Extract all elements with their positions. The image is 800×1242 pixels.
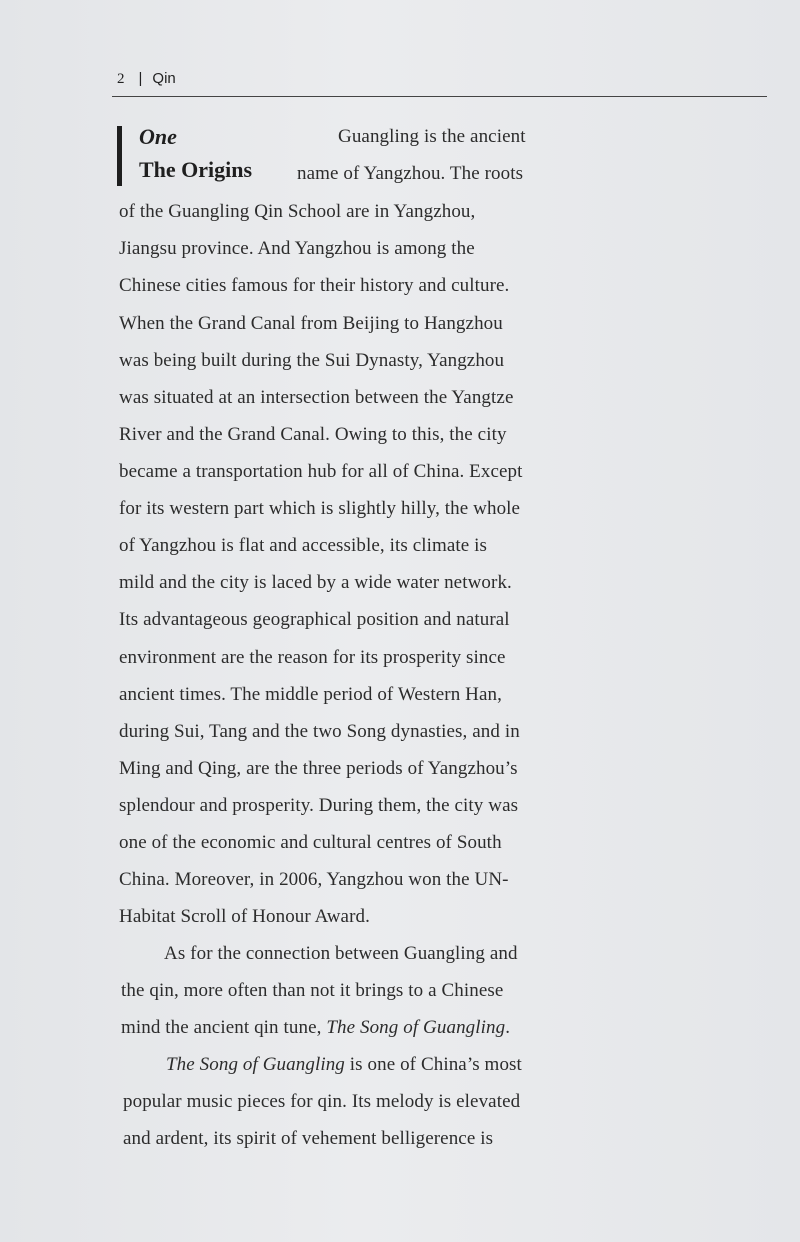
body-line: one of the economic and cultural centres of South — [119, 832, 502, 853]
header-rule — [112, 96, 767, 97]
body-line: of Yangzhou is flat and accessible, its climate is — [119, 535, 488, 556]
body-line: mild and the city is laced by a wide water network. — [119, 572, 512, 593]
body-line: Chinese cities famous for their history and culture. — [119, 275, 510, 296]
body-line: during Sui, Tang and the two Song dynasties, and in — [119, 721, 520, 742]
running-title: Qin — [152, 70, 176, 87]
body-line: environment are the reason for its prosperity since — [119, 647, 506, 668]
chapter-marker-bar — [117, 126, 122, 186]
body-line: China. Moreover, in 2006, Yangzhou won the UN- — [119, 869, 509, 890]
mind-line-suffix: . — [505, 1017, 511, 1038]
chapter-number: One — [139, 124, 177, 149]
running-header — [117, 70, 176, 88]
body-line: ancient times. The middle period of Western Han, — [119, 684, 502, 705]
body-line: Guangling is the ancient — [338, 126, 526, 147]
body-line: splendour and prosperity. During them, the city was — [119, 795, 519, 816]
body-line: was situated at an intersection between the Yangtze — [119, 387, 514, 408]
body-line: When the Grand Canal from Beijing to Hangzhou — [119, 313, 503, 334]
chapter-title: The Origins — [139, 157, 253, 182]
body-line: was being built during the Sui Dynasty, Yangzhou — [119, 350, 505, 371]
body-line: the qin, more often than not it brings to a Chinese — [121, 980, 504, 1001]
header-separator: | — [138, 70, 143, 87]
page-number: 2 — [117, 71, 125, 87]
body-line — [121, 1017, 510, 1039]
body-line: name of Yangzhou. The roots — [297, 163, 524, 184]
song-line-suffix: is one of China’s most — [344, 1054, 522, 1075]
mind-line-prefix: mind the ancient qin tune, — [121, 1017, 327, 1038]
song-title: The Song of Guangling — [166, 1054, 345, 1075]
body-line: became a transportation hub for all of China. Except — [119, 461, 523, 482]
body-line: Ming and Qing, are the three periods of Yangzhou’s — [119, 758, 518, 779]
body-line: Jiangsu province. And Yangzhou is among the — [119, 238, 475, 259]
body-line — [166, 1054, 522, 1076]
body-line: Habitat Scroll of Honour Award. — [119, 906, 370, 927]
body-line: River and the Grand Canal. Owing to this, the city — [119, 424, 507, 445]
body-line: Its advantageous geographical position and natural — [119, 609, 510, 630]
body-line: As for the connection between Guangling and — [164, 943, 518, 964]
body-line: for its western part which is slightly hilly, the whole — [119, 498, 521, 519]
body-line: of the Guangling Qin School are in Yangzhou, — [119, 201, 476, 222]
body-line: and ardent, its spirit of vehement belligerence is — [123, 1128, 494, 1149]
song-title: The Song of Guangling — [326, 1017, 506, 1038]
body-line: popular music pieces for qin. Its melody is elevated — [123, 1091, 521, 1112]
